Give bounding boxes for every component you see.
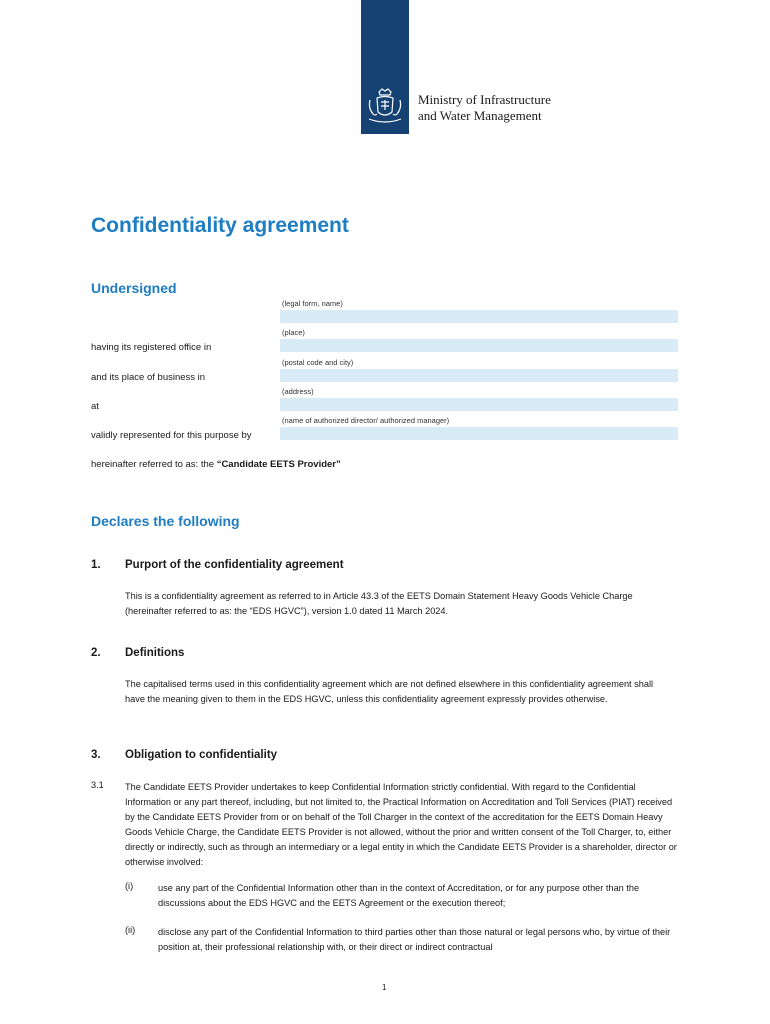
undersigned-heading: Undersigned [91,280,177,296]
section-2-number: 2. [91,647,101,659]
ministry-name [418,92,551,124]
place-field[interactable] [280,339,678,352]
clause-3-1-number: 3.1 [91,780,104,790]
page-number: 1 [382,983,387,992]
field-caption-legal-form: (legal form, name) [282,299,343,308]
document-title: Confidentiality agreement [91,214,349,237]
section-1-number: 1. [91,559,101,571]
royal-crest-icon [364,86,406,128]
section-2-heading: Definitions [125,647,185,659]
section-3-heading: Obligation to confidentiality [125,749,278,761]
item-i-text: use any part of the Confidential Information other than in the context of Accreditation, or for any purpose other than the discussions about the EDS HGVC and the EETS Agreement or the execution thereof; [158,883,640,908]
ministry-line-1: Ministry of Infrastructure [418,92,551,107]
hereinafter-prefix: hereinafter referred to as: the [91,459,217,470]
section-2-text: The capitalised terms used in this confidentiality agreement which are not defined elsewhere in this confidentiality agreement shall have the meaning given to them in the EDS HGVC, unless this confidentiality agreement expressly provides otherwise. [125,679,654,704]
item-ii-number: (ii) [125,925,136,935]
registered-office-label: having its registered office in [91,342,212,353]
postal-code-city-field[interactable] [280,369,678,382]
at-label: at [91,401,99,412]
item-i-number: (i) [125,881,134,891]
authorized-director-field[interactable] [280,427,678,440]
ministry-line-2: and Water Management [418,108,542,123]
declares-heading: Declares the following [91,513,240,529]
clause-3-1-text: The Candidate EETS Provider undertakes to keep Confidential Information strictly confidential. With regard to the Confidential Information or any part thereof, including, but not limited to, the Practical Information on Accreditation and Toll Services (PIAT) received by the Candidate EETS Provider from or on behalf of the Toll Charger in the context of the accreditation for the EETS Domain Heavy Goods Vehicle Charge, the Candidate EETS Provider is not allowed, without the prior and written consent of the Toll Charger, to, either directly or indirectly, such as through an intermediary or a legal entity in which the Candidate EETS Provider is a shareholder, director or otherwise involved: [125,782,677,867]
field-caption-address: (address) [282,387,314,396]
hereinafter-line [91,459,341,470]
field-caption-place: (place) [282,328,305,337]
address-field[interactable] [280,398,678,411]
field-caption-postal-code: (postal code and city) [282,358,354,367]
section-1-text: This is a confidentiality agreement as referred to in Article 43.3 of the EETS Domain Statement Heavy Goods Vehicle Charge (hereinafter referred to as: the “EDS HGVC”), version 1.0 dated 11 March 2024. [125,591,633,616]
legal-form-name-field[interactable] [280,310,678,323]
place-of-business-label: and its place of business in [91,372,206,383]
field-caption-director: (name of authorized director/ authorized manager) [282,416,450,425]
hereinafter-term: “Candidate EETS Provider” [216,459,341,470]
section-3-number: 3. [91,749,101,761]
represented-by-label: validly represented for this purpose by [91,430,252,441]
section-1-heading: Purport of the confidentiality agreement [125,559,344,571]
item-ii-text: disclose any part of the Confidential Information to third parties other than those natural or legal persons who, by virtue of their position at, their professional relationship with, or their direct or indirect contractual [158,927,671,952]
